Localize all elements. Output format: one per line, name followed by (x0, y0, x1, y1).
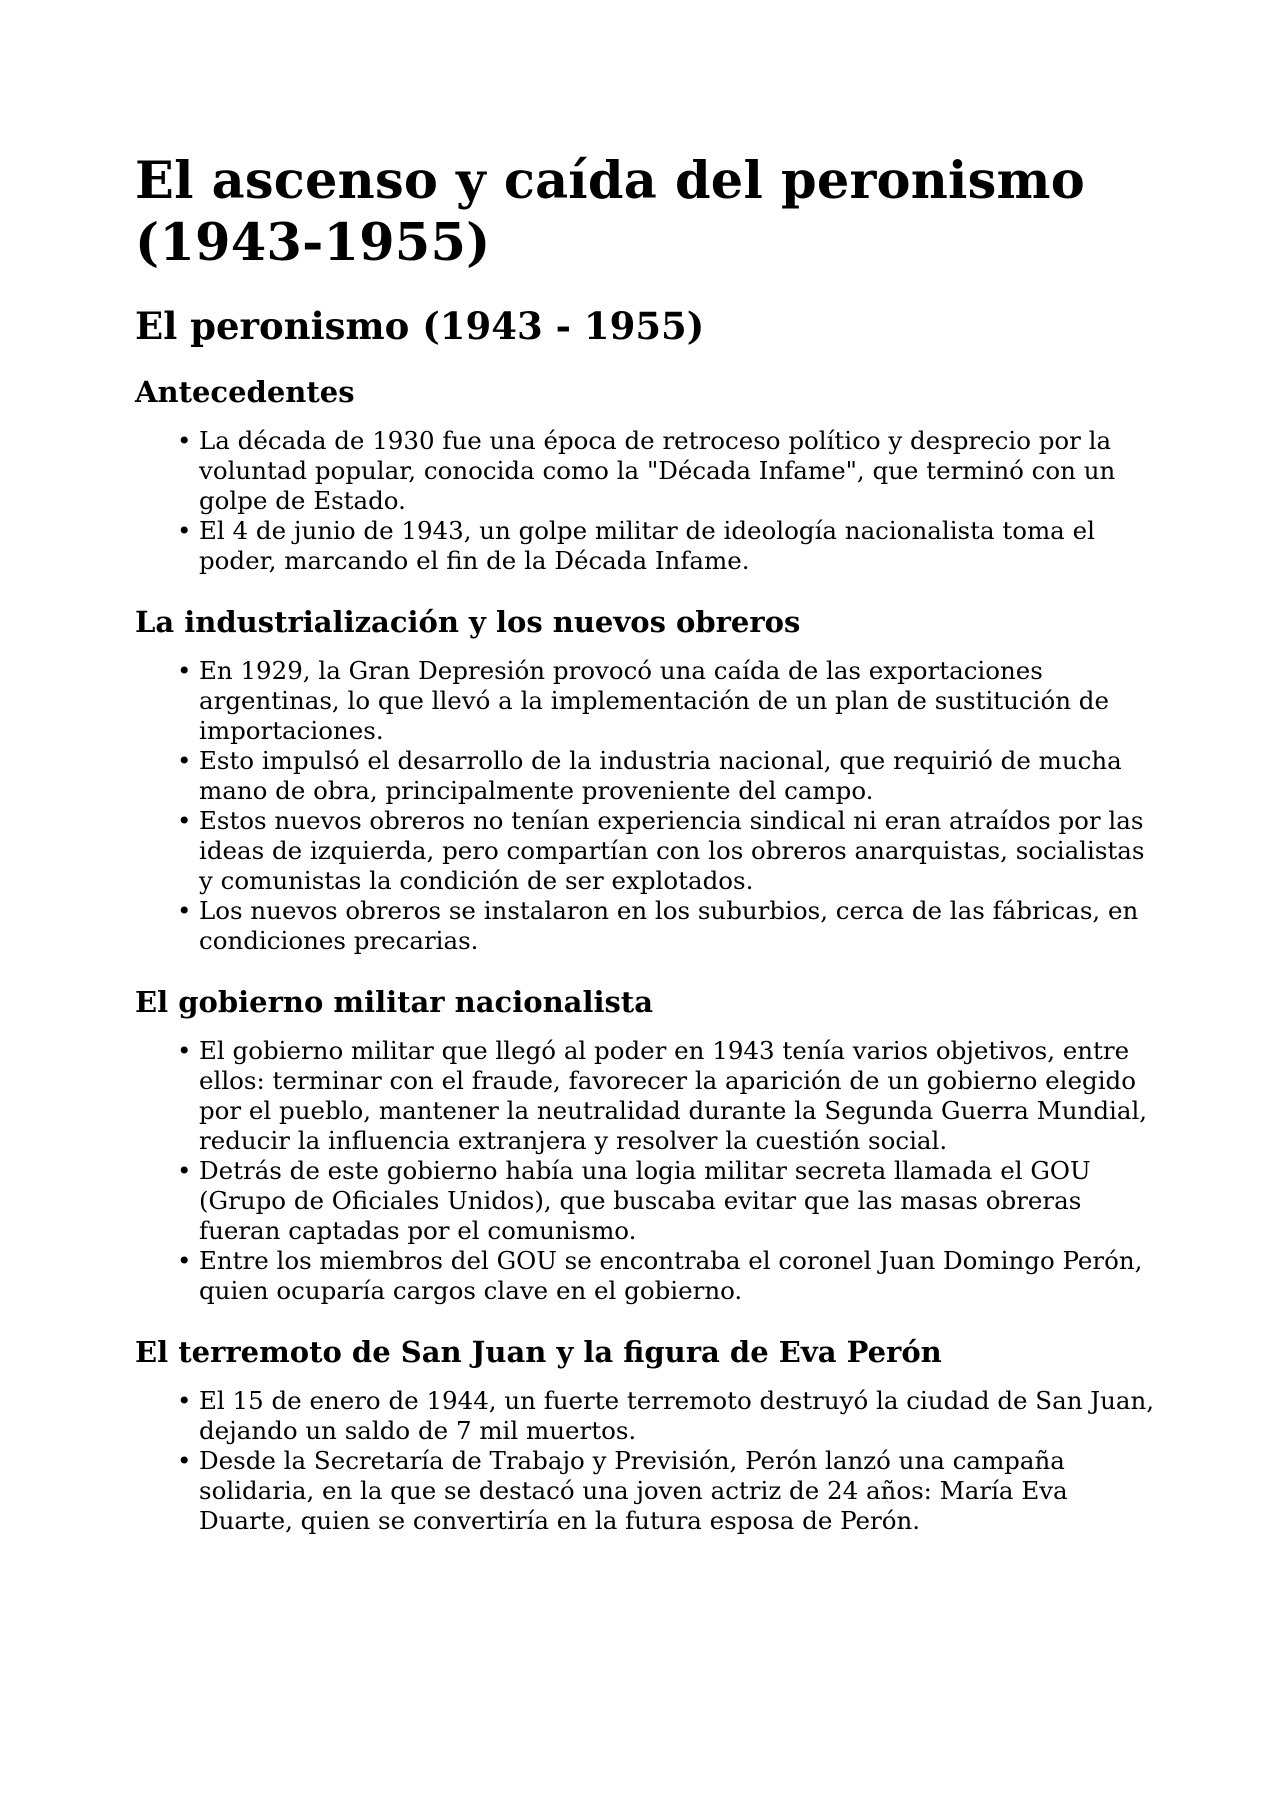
bullet-list (135, 656, 1165, 956)
section-antecedentes (135, 374, 1165, 576)
document-subtitle: El peronismo (1943 - 1955) (135, 304, 705, 348)
list-item: • El gobierno militar que llegó al poder en 1943 tenía varios objetivos, entre ellos: terminar con el fraude, favorecer la aparición de un gobierno elegido por el pueblo, mantener la neutralidad durante la Segunda Guerra Mundial, reducir la influencia extranjera y resolver la cuestión social. (199, 1036, 1165, 1156)
list-item: • Detrás de este gobierno había una logia militar secreta llamada el GOU (Grupo de Oficiales Unidos), que buscaba evitar que las masas obreras fueran captadas por el comunismo. (199, 1156, 1165, 1246)
section-industrializacion (135, 604, 1165, 956)
document-title: El ascenso y caída del peronismo (1943-1955) (135, 151, 1085, 273)
list-item: • Desde la Secretaría de Trabajo y Previsión, Perón lanzó una campaña solidaria, en la que se destacó una joven actriz de 24 años: María Eva Duarte, quien se convertiría en la futura esposa de Perón. (199, 1446, 1165, 1536)
section-heading: El terremoto de San Juan y la figura de Eva Perón (135, 1335, 942, 1369)
bullet-list (135, 1036, 1165, 1306)
bullet-list (135, 426, 1165, 576)
section-gobierno-militar (135, 984, 1165, 1306)
list-item: • Entre los miembros del GOU se encontraba el coronel Juan Domingo Perón, quien ocuparía cargos clave en el gobierno. (199, 1246, 1165, 1306)
document-page (135, 150, 1165, 1564)
section-heading: La industrialización y los nuevos obreros (135, 605, 801, 639)
bullet-list (135, 1386, 1165, 1536)
list-item: • La década de 1930 fue una época de retroceso político y desprecio por la voluntad popular, conocida como la "Década Infame", que terminó con un golpe de Estado. (199, 426, 1165, 516)
list-item: • El 15 de enero de 1944, un fuerte terremoto destruyó la ciudad de San Juan, dejando un saldo de 7 mil muertos. (199, 1386, 1165, 1446)
section-terremoto-san-juan (135, 1334, 1165, 1536)
list-item: • Esto impulsó el desarrollo de la industria nacional, que requirió de mucha mano de obra, principalmente proveniente del campo. (199, 746, 1165, 806)
list-item: • Estos nuevos obreros no tenían experiencia sindical ni eran atraídos por las ideas de izquierda, pero compartían con los obreros anarquistas, socialistas y comunistas la condición de ser explotados. (199, 806, 1165, 896)
section-heading: El gobierno militar nacionalista (135, 985, 653, 1019)
list-item: • Los nuevos obreros se instalaron en los suburbios, cerca de las fábricas, en condiciones precarias. (199, 896, 1165, 956)
list-item: • En 1929, la Gran Depresión provocó una caída de las exportaciones argentinas, lo que llevó a la implementación de un plan de sustitución de importaciones. (199, 656, 1165, 746)
list-item: • El 4 de junio de 1943, un golpe militar de ideología nacionalista toma el poder, marcando el fin de la Década Infame. (199, 516, 1165, 576)
section-heading: Antecedentes (135, 375, 355, 409)
